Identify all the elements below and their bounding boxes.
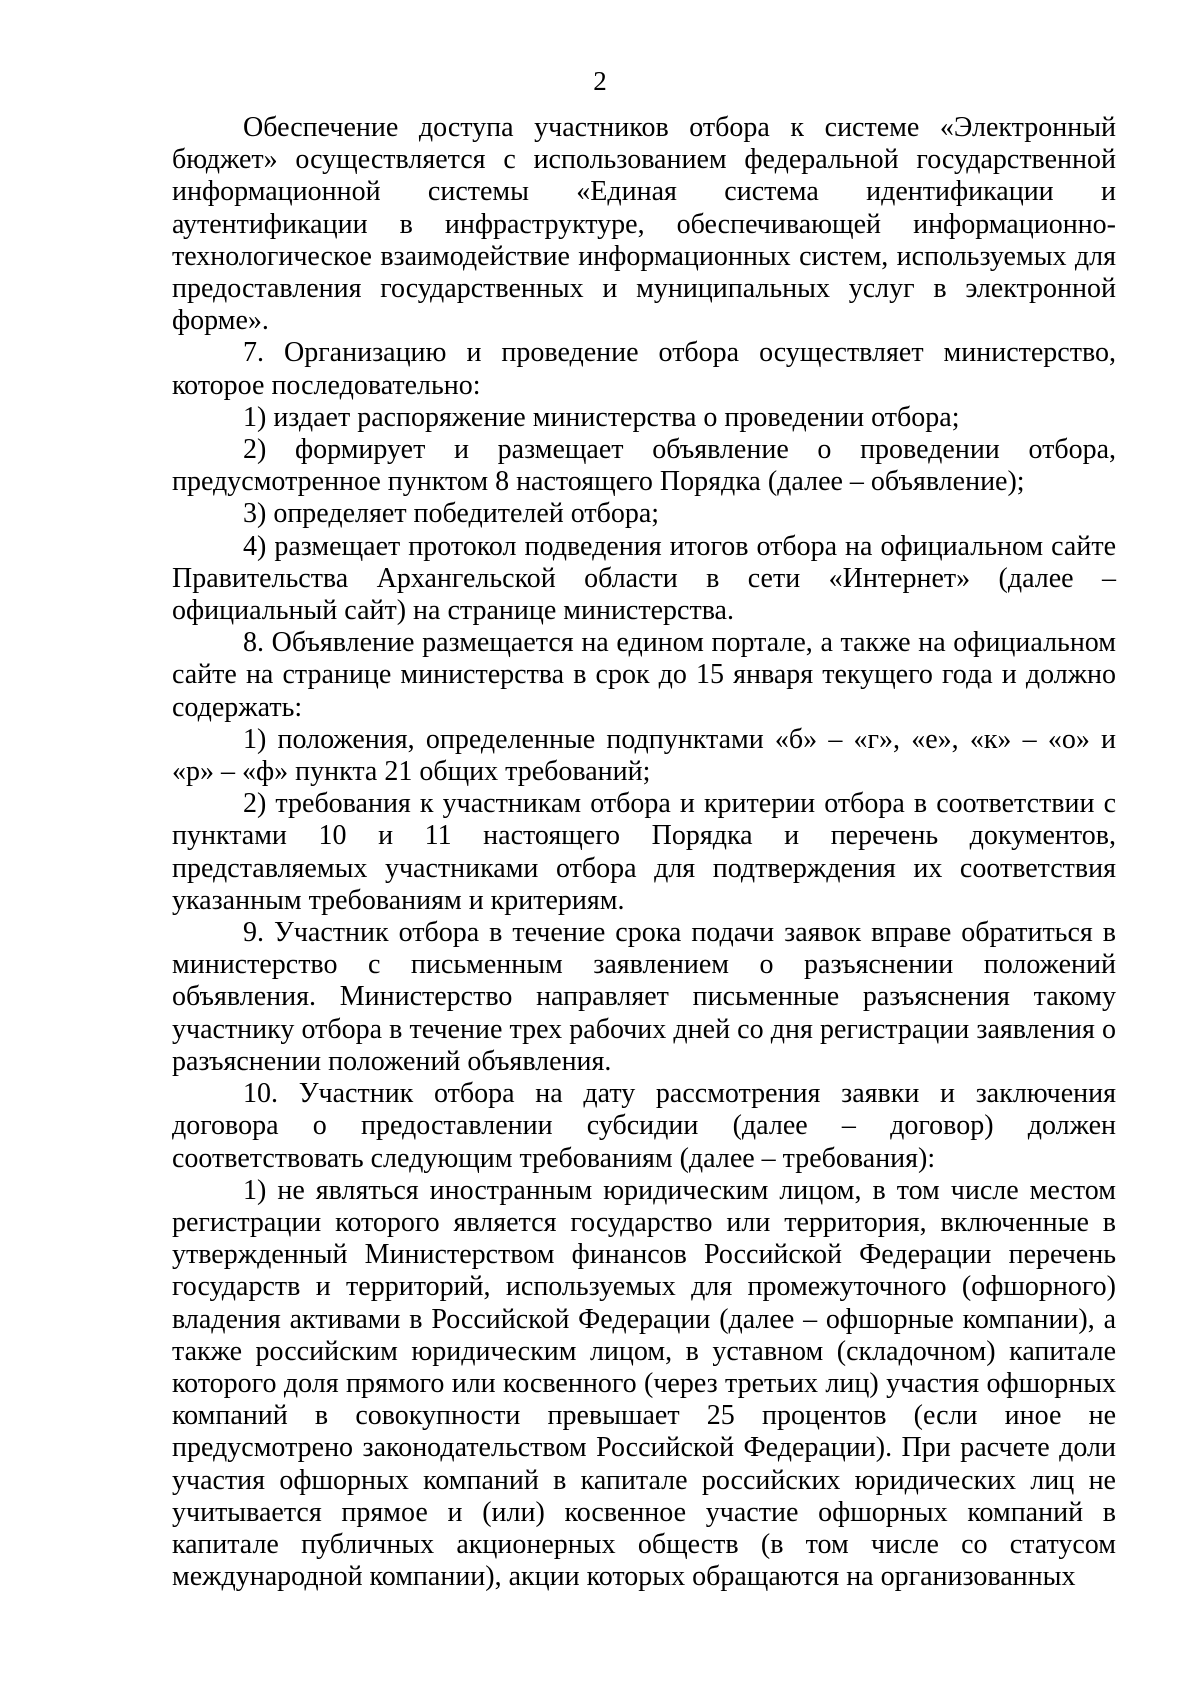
document-body <box>172 112 1116 1593</box>
paragraph-section-8: 8. Объявление размещается на едином портале, а также на официальном сайте на странице министерства в срок до 15 января текущего года и должно содержать: <box>172 627 1116 723</box>
paragraph-7-item-4: 4) размещает протокол подведения итогов отбора на официальном сайте Правительства Архангельской области в сети «Интернет» (далее – официальный сайт) на странице министерства. <box>172 530 1116 627</box>
paragraph-section-9: 9. Участник отбора в течение срока подачи заявок вправе обратиться в министерство с письменным заявлением о разъяснении положений объявления. Министерство направляет письменные разъяснения такому участнику отбора в течение трех рабочих дней со дня регистрации заявления о разъяснении положений объявления. <box>172 917 1116 1077</box>
paragraph-7-item-2: 2) формирует и размещает объявление о проведении отбора, предусмотренное пунктом 8 настоящего Порядка (далее – объявление); <box>172 434 1116 498</box>
paragraph-10-item-1: 1) не являться иностранным юридическим лицом, в том числе местом регистрации которого является государство или территория, включенные в утвержденный Министерством финансов Российской Федерации перечень государств и территорий, используемых для промежуточного (офшорного) владения активами в Российской Федерации (далее – офшорные компании), а также российским юридическим лицом, в уставном (складочном) капитале которого доля прямого или косвенного (через третьих лиц) участия офшорных компаний в совокупности превышает 25 процентов (если иное не предусмотрено законодательством Российской Федерации). При расчете доли участия офшорных компаний в капитале российских юридических лиц не учитывается прямое и (или) косвенное участие офшорных компаний в капитале публичных акционерных обществ (в том числе со статусом международной компании), акции которых обращаются на организованных <box>172 1174 1116 1593</box>
paragraph-section-10: 10. Участник отбора на дату рассмотрения заявки и заключения договора о предоставлении субсидии (далее – договор) должен соответствовать следующим требованиям (далее – требования): <box>172 1078 1116 1174</box>
paragraph-electronic-budget-access: Обеспечение доступа участников отбора к системе «Электронный бюджет» осуществляется с использованием федеральной государственной информационной системы «Единая система идентификации и аутентификации в инфраструктуре, обеспечивающей информационно-технологическое взаимодействие информационных систем, используемых для предоставления государственных и муниципальных услуг в электронной форме». <box>172 112 1116 337</box>
page-number: 2 <box>593 66 607 96</box>
paragraph-7-item-3: 3) определяет победителей отбора; <box>243 498 660 530</box>
paragraph-8-item-2: 2) требования к участникам отбора и критерии отбора в соответствии с пунктами 10 и 11 настоящего Порядка и перечень документов, представляемых участниками отбора для подтверждения их соответствия указанным требованиям и критериям. <box>172 788 1116 916</box>
paragraph-section-7: 7. Организацию и проведение отбора осуществляет министерство, которое последовательно: <box>172 337 1116 401</box>
paragraph-8-item-1: 1) положения, определенные подпунктами «б» – «г», «е», «к» – «о» и «р» – «ф» пункта 21 общих требований; <box>172 723 1116 788</box>
paragraph-7-item-1: 1) издает распоряжение министерства о проведении отбора; <box>243 401 960 433</box>
